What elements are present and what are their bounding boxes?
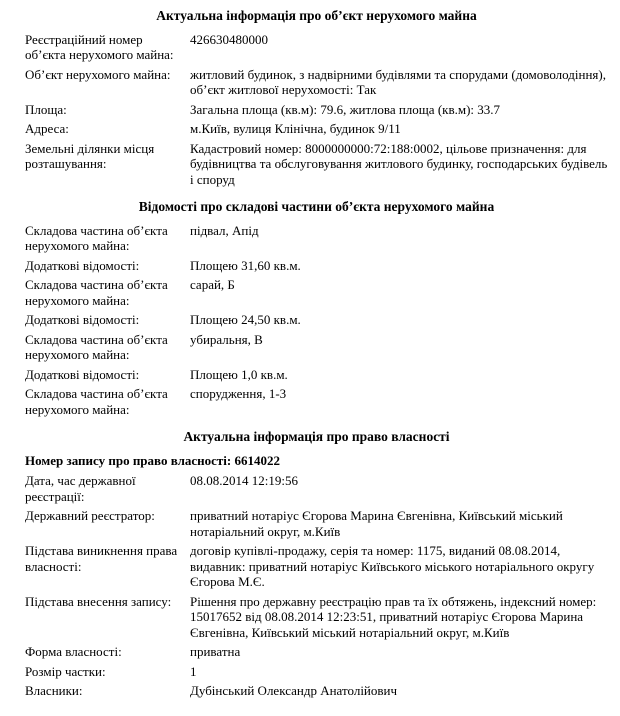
field-label: Складова частина об’єкта нерухомого майна: [25,386,168,417]
section-title: Відомості про складові частини об’єкта нерухомого майна [138,199,495,214]
field-value: 1 [190,663,197,679]
field-label: Додаткові відомості: [25,257,140,273]
field-value: житловий будинок, з надвірними будівлями та спорудами (домоволодіння), об’єкт житлової нерухомості: Так [190,66,606,97]
field-row [25,141,608,188]
field-value: приватний нотаріус Єгорова Марина Євгенівна, Київський міський нотаріальний округ, м.Київ [190,508,563,539]
field-row [25,277,608,308]
field-label: Площа: [25,101,67,117]
field-label: Додаткові відомості: [25,366,140,382]
field-label: Державний реєстратор: [25,508,155,523]
field-label: Об’єкт нерухомого майна: [25,66,171,82]
field-label: Власники: [25,683,83,698]
field-row [25,67,608,98]
field-row [25,121,608,137]
field-label: Реєстраційний номер об’єкта нерухомого майна: [25,31,174,62]
record-number-line: Номер запису про право власності: 6614022 [25,452,280,468]
field-label: Складова частина об’єкта нерухомого майна: [25,277,168,308]
field-row [25,594,608,641]
field-row [25,223,608,254]
field-value: Площею 24,50 кв.м. [190,312,301,327]
field-value: убиральня, В [190,331,263,347]
section-ownership-info [25,429,608,699]
field-label: Адреса: [25,121,69,136]
field-row [25,543,608,590]
field-label: Розмір частки: [25,663,106,679]
field-row [25,367,608,383]
field-label: Підстава виникнення права власності: [25,543,178,574]
section-property-info [25,8,608,187]
field-row [25,332,608,363]
field-value: м.Київ, вулиця Клінічна, будинок 9/11 [190,121,401,136]
field-label: Форма власності: [25,644,122,659]
field-value: Кадастровий номер: 8000000000:72:188:0002, цільове призначення: для будівництва та обслуговування житлового будинку, господарських будівель і споруд [190,140,608,187]
field-row [25,664,608,680]
field-value: 426630480000 [190,31,268,47]
field-value: спорудження, 1-3 [190,386,287,401]
field-row [25,312,608,328]
field-value: Площею 31,60 кв.м. [190,257,301,273]
field-value: 08.08.2014 12:19:56 [190,473,298,488]
field-label: Дата, час державної реєстрації: [25,473,136,504]
field-value: сарай, Б [190,277,235,292]
field-label: Складова частина об’єкта нерухомого майна: [25,222,168,253]
section-title: Актуальна інформація про право власності [183,429,450,444]
field-label: Земельні ділянки місця розташування: [25,140,155,171]
field-row [25,683,608,699]
field-label: Складова частина об’єкта нерухомого майна: [25,331,168,362]
field-value: Загальна площа (кв.м): 79.6, житлова площа (кв.м): 33.7 [190,101,501,117]
field-row [25,386,608,417]
field-value: Дубінський Олександр Анатолійович [190,683,398,698]
field-row [25,32,608,63]
field-value: договір купівлі-продажу, серія та номер: 1175, виданий 08.08.2014, видавник: приватний нотаріус Київського міського нотаріального округу Єгорова М.Є. [190,543,595,589]
field-value: Площею 1,0 кв.м. [190,366,288,382]
field-row [25,102,608,118]
field-row [25,644,608,660]
field-value: Рішення про державну реєстрацію прав та їх обтяжень, індексний номер: 15017652 від 08.08.2014 12:23:51, приватний нотаріус Єгорова Марина Євгенівна, Київський міський нотаріальний округ, м.Київ [190,593,597,640]
field-value: приватна [190,644,241,659]
field-row [25,508,608,539]
field-label: Підстава внесення запису: [25,593,172,609]
section-title: Актуальна інформація про об’єкт нерухомого майна [156,8,477,23]
field-row [25,258,608,274]
field-row [25,473,608,504]
section-component-parts [25,199,608,417]
field-value: підвал, Апід [190,222,259,238]
field-label: Додаткові відомості: [25,312,140,327]
